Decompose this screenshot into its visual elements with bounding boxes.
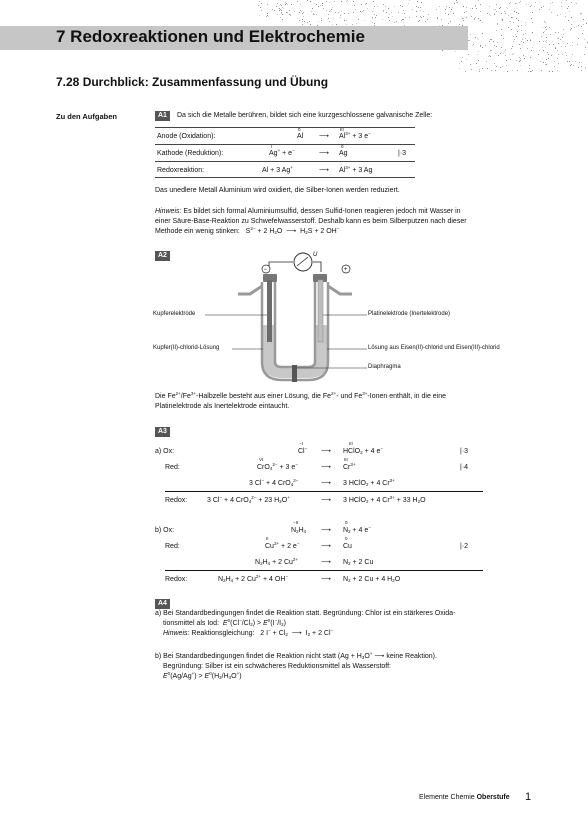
a1-redox-eq-left: Al + 3 Ag+ (262, 165, 293, 174)
a3b-redox-right: $N_2 + 2$ Cu + 4 $H_2O$ (343, 576, 401, 583)
a3b-on-cu0: 0 (345, 536, 348, 541)
a1-hint-line3: Methode ein wenig stinken: (155, 228, 240, 235)
a1-rule (155, 144, 415, 145)
label-diaphragma: Diaphragma (368, 364, 401, 370)
a3a-ox-label: a) Ox: (155, 448, 175, 455)
a4b-line1: b) Bei Standardbedingungen findet die Reaktion nicht statt (Ag + H (155, 653, 362, 660)
a2-text-part: - und Fe (336, 393, 363, 400)
a3a-ox-right: HClO$_2$ + 4 e− (343, 446, 383, 455)
a1-ox-al3: III (340, 127, 344, 132)
a3-arrow: ⟶ (321, 497, 332, 504)
task-tag-a2: A2 (155, 251, 170, 261)
a3b-ox-right: $N_2 + 4$ e− (343, 525, 371, 534)
a3b-sum-left: $N_2H_4 + 2$ $Cu^{2+}$ (255, 557, 299, 566)
a1-arrow: ⟶ (319, 150, 330, 157)
a3a-on-cr3: III (344, 457, 348, 462)
footer-book (419, 794, 510, 801)
a3a-factor3: |·3 (460, 448, 469, 455)
a4-hint-rest: Reaktionsgleichung: (191, 630, 255, 637)
a3a-on-cr6: VI (259, 457, 264, 462)
a3b-red-label: Red: (165, 543, 180, 550)
platinum-electrode (318, 280, 323, 342)
a3-arrow: ⟶ (321, 480, 332, 487)
diaphragm (292, 365, 297, 382)
a3a-redox-label: Redox: (165, 497, 188, 504)
a4b-line1-end: keine Reaktion). (386, 653, 437, 660)
a4a-text: a) Bei Standardbedingungen findet die Reaktion statt. Begründung: Chlor ist ein stärkeres Oxida- tionsmittel als Iod: $E^0(Cl^-/Cl_2) > E^0(I^-/I_2)$ Hinweis: Reaktionsgleichung: 2 $I^- + Cl_2$ ⟶ $I_2 + 2$ Cl− (155, 609, 545, 639)
a4b-line2: Begründung: Silber ist ein schwächeres Reduktionsmittel als Wasserstoff: (163, 663, 391, 670)
a3b-sum-right: $N_2 + 2$ Cu (343, 559, 374, 566)
minus-sign: − (263, 267, 268, 273)
a3a-factor4: |·4 (460, 464, 469, 471)
voltmeter-icon (294, 253, 312, 271)
a4a-line1: a) Bei Standardbedingungen findet die Reaktion statt. Begründung: Chlor ist ein stärkeres Oxida- (155, 610, 456, 617)
a1-redox-label: Redoxreaktion: (157, 167, 205, 174)
label-platinelektrode: Platinelektrode (Inertelektrode) (368, 311, 451, 317)
section-title: 7.28 Durchblick: Zusammenfassung und Übung (56, 75, 329, 89)
side-label: Zu den Aufgaben (56, 112, 117, 121)
a3b-on-n2h4: −II (293, 520, 299, 525)
a2-text-line2: Platinelektrode als Inertelektrode eintaucht. (155, 403, 290, 410)
a3b-on-n2: 0 (345, 520, 348, 525)
a3a-on-cl: −I (299, 441, 303, 446)
a4a-line2: tionsmittel als Iod: (163, 620, 220, 627)
a3-arrow: ⟶ (321, 448, 332, 455)
a2-text: Die $Fe^{2+}/Fe^{3+}$-Halbzelle besteht aus einer Lösung, die $Fe^{2+}-$ und $Fe^{3+}$-Ionen enthält, in die eine Platinelektrode als Inertelektrode eintaucht. (155, 392, 535, 412)
a3-arrow: ⟶ (321, 527, 332, 534)
copper-electrode (267, 280, 272, 342)
a3b-redox-left: $N_2H_4 + 2$ $Cu^{2+} + 4$ OH− (218, 574, 289, 583)
task-tag-a1: A1 (155, 111, 170, 121)
a1-redox-eq-right: $Al^{3+} + 3$ Ag (339, 165, 373, 174)
a3b-factor2: |·2 (460, 543, 469, 550)
a3a-ox-left: Cl− (298, 446, 308, 455)
voltmeter-label: U (313, 252, 318, 258)
a1-ox-ag1: I (271, 144, 273, 149)
a3a-sum-left: 3 Cl− + 4 CrO$_4^{2-}$ (249, 478, 299, 487)
a3a-redox-left: 3 Cl− + 4 CrO$_4^{2-}$ + 23 $H_3O^+$ (207, 495, 290, 504)
a1-ox-al0: 0 (298, 127, 301, 132)
a1-hint: Hinweis: Es bildet sich formal Aluminiumsulfid, dessen Sulfid-Ionen reagieren jedoch mit Wasser in einer Säure-Base-Reaktion zu Schwefelwasserstoff. Deshalb kann es beim Silberputzen nach dieser Methode ein wenig stinken: $S^{2-} + 2$ $H_2O$ ⟶ $H_2S + 2$ OH− (155, 207, 535, 237)
a1-hint-line1: Es bildet sich formal Aluminiumsulfid, dessen Sulfid-Ionen reagieren jedoch mit Wasser in (183, 208, 461, 215)
label-eisenloesung: Lösung aus Eisen(II)-chlorid und Eisen(III)-chlorid (368, 345, 500, 351)
a3-arrow: ⟶ (321, 464, 332, 471)
task-tag-a4: A4 (155, 599, 170, 609)
a1-kathode-eq-right: Ag (339, 150, 348, 157)
a3-arrow: ⟶ (321, 559, 332, 566)
a1-conclusion: Das unedlere Metall Aluminium wird oxidiert, die Silber-Ionen werden reduziert. (155, 187, 400, 194)
a1-kathode-label: Kathode (Reduktion): (157, 150, 224, 157)
a2-text-part: -Halbzelle besteht aus einer Lösung, die Fe (196, 393, 332, 400)
a1-rule-top (155, 127, 415, 128)
a1-hint-word: Hinweis: (155, 208, 182, 215)
a3b-ox-left: $N_2H_4$ (291, 527, 307, 534)
label-kupferelektrode: Kupferelektrode (153, 311, 196, 317)
label-kupferchlorid: Kupfer(II)-chlorid-Lösung (153, 345, 220, 351)
a3b-redox-label: Redox: (165, 576, 188, 583)
task-tag-a3: A3 (155, 427, 170, 437)
a1-factor: |·3 (398, 150, 407, 157)
chapter-title: 7 Redoxreaktionen und Elektrochemie (56, 27, 365, 46)
a1-kathode-eq-left: Ag+ + e− (269, 148, 295, 157)
a1-arrow: ⟶ (319, 167, 330, 174)
a1-hint-line2: einer Säure-Base-Reaktion zu Schwefelwasserstoff. Deshalb kann es beim Silberputzen nach dieser (155, 218, 467, 225)
a3b-rule (165, 570, 483, 571)
page-number: 1 (525, 791, 532, 803)
a3-arrow: ⟶ (321, 576, 332, 583)
a1-rule (155, 161, 415, 162)
a3-arrow: ⟶ (321, 543, 332, 550)
a3a-sum-right: 3 HClO$_2$ + 4 $Cr^{3+}$ (343, 478, 395, 487)
a1-anode-eq-left: Al (297, 133, 304, 140)
a4-hint-word: Hinweis: (163, 630, 190, 637)
footer-book-edition: Oberstufe (476, 794, 510, 801)
a1-arrow: ⟶ (319, 133, 330, 140)
a3a-redox-right: 3 HClO$_2$ + 4 $Cr^{3+} + 33$ $H_2O$ (343, 495, 426, 504)
a1-anode-eq-right: $Al^{3+} + 3$ e− (339, 131, 371, 140)
a3b-red-left: $Cu^{2+} + 2$ e− (265, 541, 300, 550)
a1-anode-label: Anode (Oxidation): (157, 133, 216, 140)
a3a-red-label: Red: (165, 464, 180, 471)
a3a-on-hclo2: III (349, 441, 353, 446)
a3b-ox-label: b) Ox: (155, 527, 175, 534)
a4b-text: b) Bei Standardbedingungen findet die Reaktion nicht statt ($Ag + H_3O^+$ ⟶ keine Reaktion). Begründung: Silber ist ein schwächeres Reduktionsmittel als Wasserstoff: $E^0(Ag/Ag^+) > E^0(H_2/H_3O^+)$ (155, 652, 555, 682)
footer-book-title: Elemente Chemie (419, 794, 475, 801)
a1-intro: Da sich die Metalle berühren, bildet sich eine kurzgeschlossene galvanische Zelle: (177, 112, 433, 119)
a3a-red-right: $Cr^{3+}$ (343, 462, 356, 471)
a3b-on-cu2: II (266, 536, 269, 541)
electrochemical-cell-diagram (150, 250, 530, 390)
a3a-red-left: CrO$_4^{2-}$ + 3 e− (257, 462, 298, 471)
a3b-red-right: Cu (343, 543, 352, 550)
a3a-rule (165, 491, 483, 492)
plus-sign: + (343, 267, 348, 274)
a2-text-part: -Ionen enthält, in die eine (367, 393, 447, 400)
a1-rule-bottom (155, 177, 415, 178)
a1-ox-ag0: 0 (341, 144, 344, 149)
